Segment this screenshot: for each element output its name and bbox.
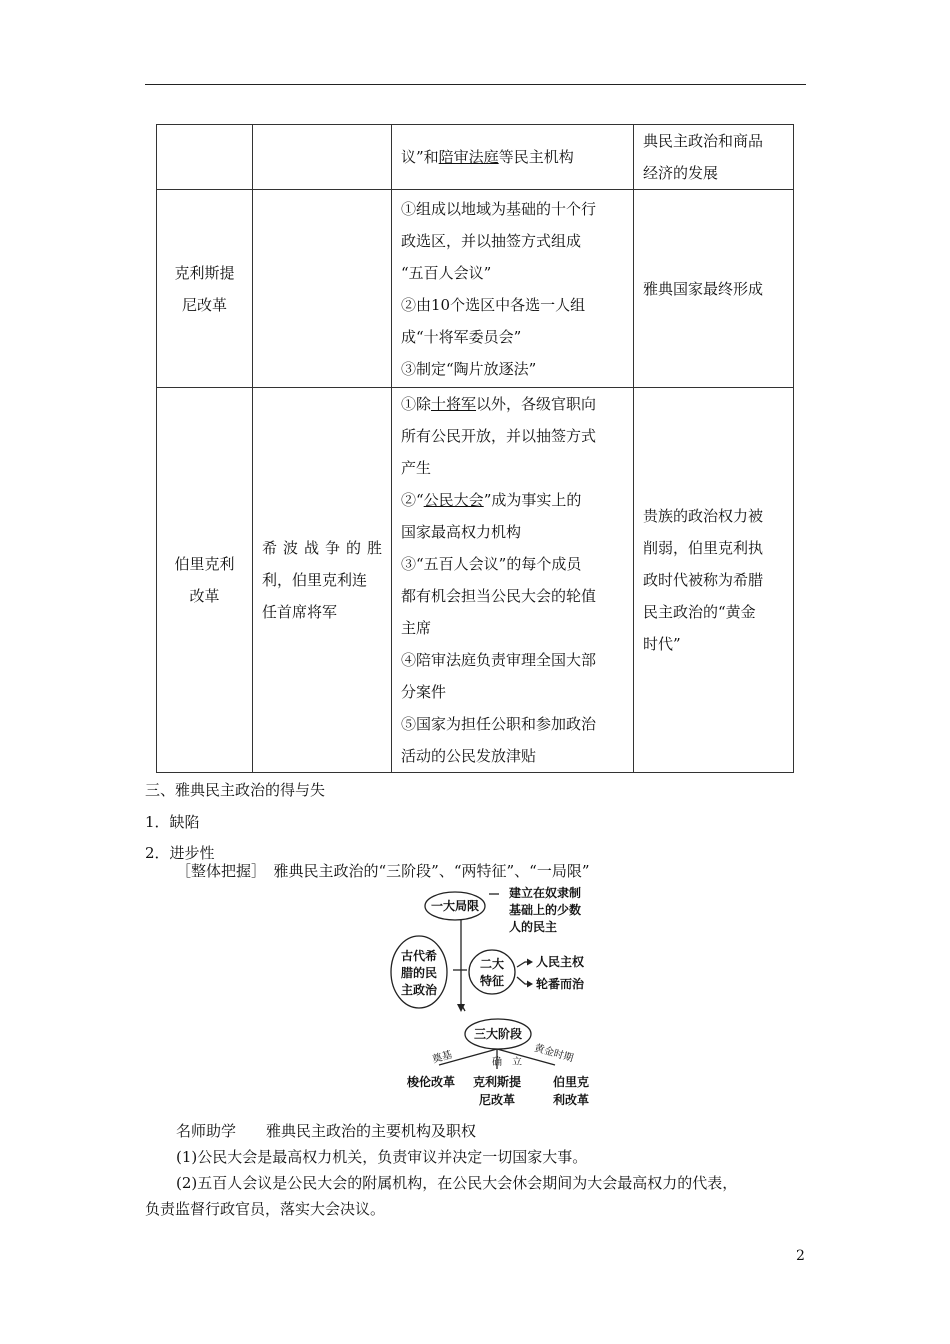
feature-label: 二大 <box>479 957 505 971</box>
cell-empty <box>157 125 253 190</box>
branch-label: 奠基 <box>431 1049 454 1066</box>
feature-item: 轮番而治 <box>536 977 585 991</box>
reform-table <box>156 124 794 773</box>
branch-label: 黄金时期 <box>532 1042 575 1065</box>
center-label: 主政治 <box>400 983 438 997</box>
notes-paragraph: 负责监督行政官员，落实大会决议。 <box>145 1200 386 1218</box>
cell-effect: 雅典国家最终形成 <box>634 190 794 388</box>
center-label: 腊的民 <box>400 966 438 980</box>
table-row <box>157 125 794 190</box>
cell-background: 希波战争的胜 利，伯里克利连 任首席将军 <box>253 388 392 773</box>
stage-item: 梭伦改革 <box>406 1075 456 1089</box>
stage-item: 伯里克 <box>552 1075 590 1089</box>
cell-content: ①除十将军以外，各级官职向 所有公民开放，并以抽签方式 产生 ②“公民大会”成为事实上的 国家最高权力机构 ③“五百人会议”的每个成员 都有机会担当公民大会的轮值 主席 ④陪审法庭负责审理全国大部 分案件 ⑤国家为担任公职和参加政治 活动的公民发放津贴 <box>392 388 634 773</box>
stage-label: 三大阶段 <box>473 1027 523 1041</box>
limit-text: 建立在奴隶制 <box>509 886 582 900</box>
cell-reform-name: 克利斯提 尼改革 <box>157 190 253 388</box>
cell-reform-name: 伯里克利 改革 <box>157 388 253 773</box>
limit-label: 一大局限 <box>430 899 480 913</box>
stage-item: 克利斯提 <box>472 1075 522 1089</box>
cell-empty <box>253 190 392 388</box>
notes-title: 名师助学 雅典民主政治的主要机构及职权 <box>176 1122 477 1140</box>
concept-diagram <box>385 884 625 1116</box>
notes-paragraph: (2)五百人会议是公民大会的附属机构，在公民大会休会期间为大会最高权力的代表， <box>176 1174 738 1192</box>
stage-item: 利改革 <box>552 1093 590 1107</box>
notes-paragraph: (1)公民大会是最高权力机关，负责审议并决定一切国家大事。 <box>176 1148 588 1166</box>
stage-item: 尼改革 <box>478 1093 516 1107</box>
limit-text: 人的民主 <box>509 920 558 934</box>
limit-text: 基础上的少数 <box>509 903 582 917</box>
branch-label: 确 立 <box>492 1057 522 1068</box>
cell-empty <box>253 125 392 190</box>
section-heading: 三、雅典民主政治的得与失 <box>145 781 326 799</box>
cell-effect: 典民主政治和商品 经济的发展 <box>634 125 794 190</box>
cell-institutions: 议”和陪审法庭等民主机构 <box>392 125 634 190</box>
feature-label: 特征 <box>479 974 505 988</box>
page-number: 2 <box>796 1248 805 1264</box>
overview-line: ［整体把握］ 雅典民主政治的“三阶段”、“两特征”、“一局限” <box>176 862 590 880</box>
cell-effect: 贵族的政治权力被 削弱，伯里克利执 政时代被称为希腊 民主政治的“黄金 时代” <box>634 388 794 773</box>
list-item: 1．缺陷 <box>145 813 200 831</box>
cell-content: ①组成以地域为基础的十个行 政选区，并以抽签方式组成 “五百人会议” ②由10个选区中各选一人组 成“十将军委员会” ③制定“陶片放逐法” <box>392 190 634 388</box>
list-item: 2．进步性 <box>145 844 215 862</box>
feature-item: 人民主权 <box>536 955 585 969</box>
table-row <box>157 388 794 773</box>
table-row <box>157 190 794 388</box>
center-label: 古代希 <box>400 949 438 963</box>
header-rule <box>145 84 806 85</box>
